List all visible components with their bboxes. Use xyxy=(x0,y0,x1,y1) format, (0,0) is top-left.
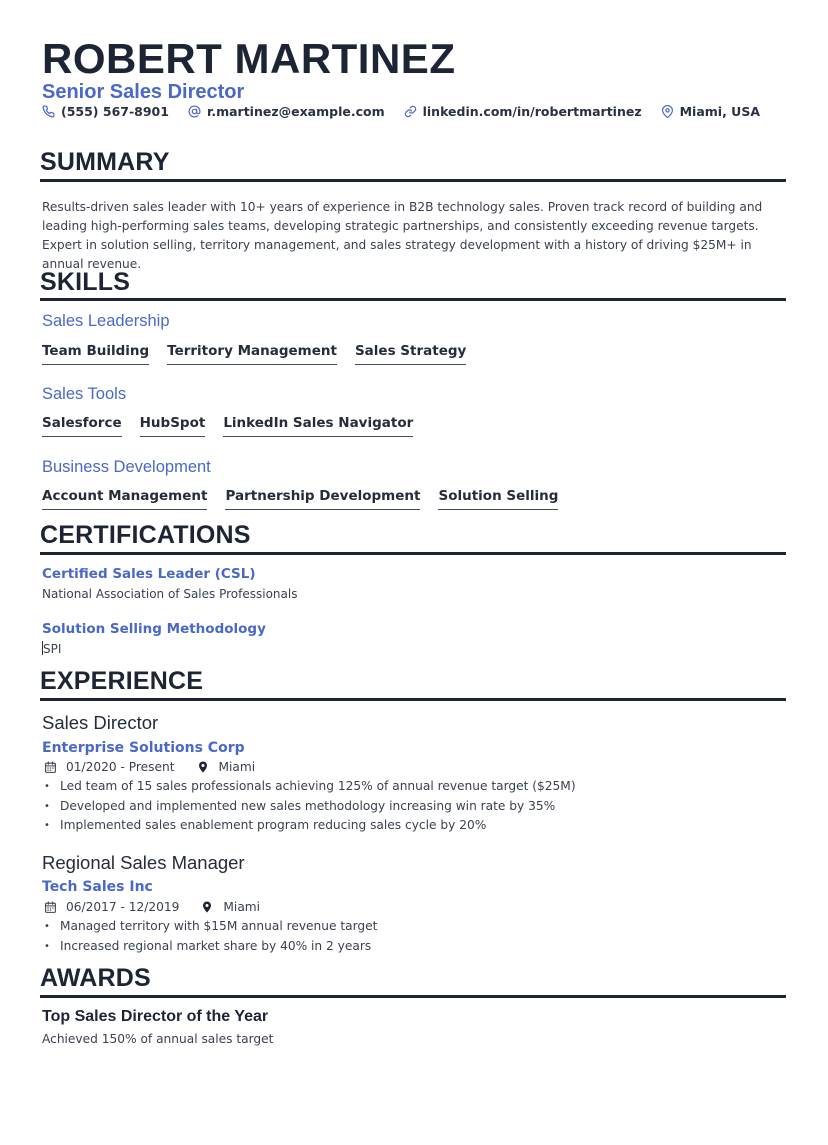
certification-name: Certified Sales Leader (CSL) xyxy=(42,566,256,582)
job-headline: Senior Sales Director xyxy=(42,81,245,103)
certification-issuer: National Association of Sales Professionals xyxy=(42,587,298,601)
phone-text: (555) 567-8901 xyxy=(61,104,169,119)
award-name: Top Sales Director of the Year xyxy=(42,1008,269,1025)
job-achievements xyxy=(44,917,377,956)
skill-tag: Account Management xyxy=(42,488,207,510)
skill-tag: Salesforce xyxy=(42,415,122,437)
job-location: Miami xyxy=(223,900,261,914)
email-text: r.martinez@example.com xyxy=(206,104,385,119)
job-meta xyxy=(44,900,260,914)
skill-group-title: Sales Leadership xyxy=(42,312,170,330)
experience-divider xyxy=(40,698,786,701)
map-pin-icon xyxy=(197,761,209,773)
map-pin-icon xyxy=(201,901,213,913)
skill-group-title: Sales Tools xyxy=(42,385,127,403)
skill-tag: Team Building xyxy=(42,343,149,365)
job-location: Miami xyxy=(218,760,256,774)
summary-heading: SUMMARY xyxy=(40,148,170,176)
link-icon xyxy=(404,105,417,118)
list-item: • Managed territory with $15M annual revenue target xyxy=(44,917,377,937)
job-location-wrap xyxy=(201,900,260,914)
certifications-divider xyxy=(40,552,786,555)
contact-linkedin[interactable] xyxy=(404,104,642,119)
job-meta xyxy=(44,760,255,774)
skill-tag: Solution Selling xyxy=(438,488,558,510)
skill-list xyxy=(42,415,431,437)
calendar-icon xyxy=(44,901,57,914)
contact-location xyxy=(661,104,760,119)
contact-phone[interactable] xyxy=(42,104,169,119)
skill-group-title: Business Development xyxy=(42,458,211,476)
map-pin-icon xyxy=(661,105,674,118)
candidate-name: ROBERT MARTINEZ xyxy=(42,35,456,82)
calendar-icon xyxy=(44,761,57,774)
summary-divider xyxy=(40,179,786,182)
skills-heading: SKILLS xyxy=(40,268,131,296)
summary-text: Results-driven sales leader with 10+ years of experience in B2B technology sales. Proven track record of building and leading high-performing sales teams, developing strategic partnerships, and consistently exceeding revenue targets. Expert in solution selling, territory management, and sales strategy development with a history of driving $25M+ in annual revenue. xyxy=(42,200,763,271)
contact-email[interactable] xyxy=(188,104,385,119)
company-name: Tech Sales Inc xyxy=(42,879,153,895)
job-location-wrap xyxy=(197,760,256,774)
location-text: Miami, USA xyxy=(679,104,761,119)
certification-issuer-row[interactable] xyxy=(42,641,61,656)
award-description: Achieved 150% of annual sales target xyxy=(42,1032,274,1046)
job-achievements xyxy=(44,777,576,836)
job-title: Regional Sales Manager xyxy=(42,852,245,873)
skill-tag: Sales Strategy xyxy=(355,343,466,365)
awards-divider xyxy=(40,995,786,998)
list-item: • Implemented sales enablement program reducing sales cycle by 20% xyxy=(44,816,576,836)
linkedin-text: linkedin.com/in/robertmartinez xyxy=(422,104,642,119)
skill-tag: LinkedIn Sales Navigator xyxy=(223,415,413,437)
skill-tag: Partnership Development xyxy=(225,488,420,510)
certification-issuer: SPI xyxy=(43,642,62,656)
skills-divider xyxy=(40,298,786,301)
at-sign-icon xyxy=(188,105,201,118)
experience-heading: EXPERIENCE xyxy=(40,667,204,695)
job-dates: 06/2017 - 12/2019 xyxy=(66,900,180,914)
list-item: • Developed and implemented new sales methodology increasing win rate by 35% xyxy=(44,797,576,817)
awards-heading: AWARDS xyxy=(40,964,151,992)
skill-tag: HubSpot xyxy=(140,415,206,437)
contact-bar xyxy=(42,104,779,119)
job-dates: 01/2020 - Present xyxy=(66,760,175,774)
phone-icon xyxy=(42,105,55,118)
skill-tag: Territory Management xyxy=(167,343,337,365)
company-name: Enterprise Solutions Corp xyxy=(42,740,245,756)
list-item: • Increased regional market share by 40% in 2 years xyxy=(44,937,377,957)
certification-name: Solution Selling Methodology xyxy=(42,621,266,637)
list-item: • Led team of 15 sales professionals achieving 125% of annual revenue target ($25M) xyxy=(44,777,576,797)
certifications-heading: CERTIFICATIONS xyxy=(40,521,251,549)
skill-list xyxy=(42,343,484,365)
skill-list xyxy=(42,488,576,510)
job-title: Sales Director xyxy=(42,712,159,733)
